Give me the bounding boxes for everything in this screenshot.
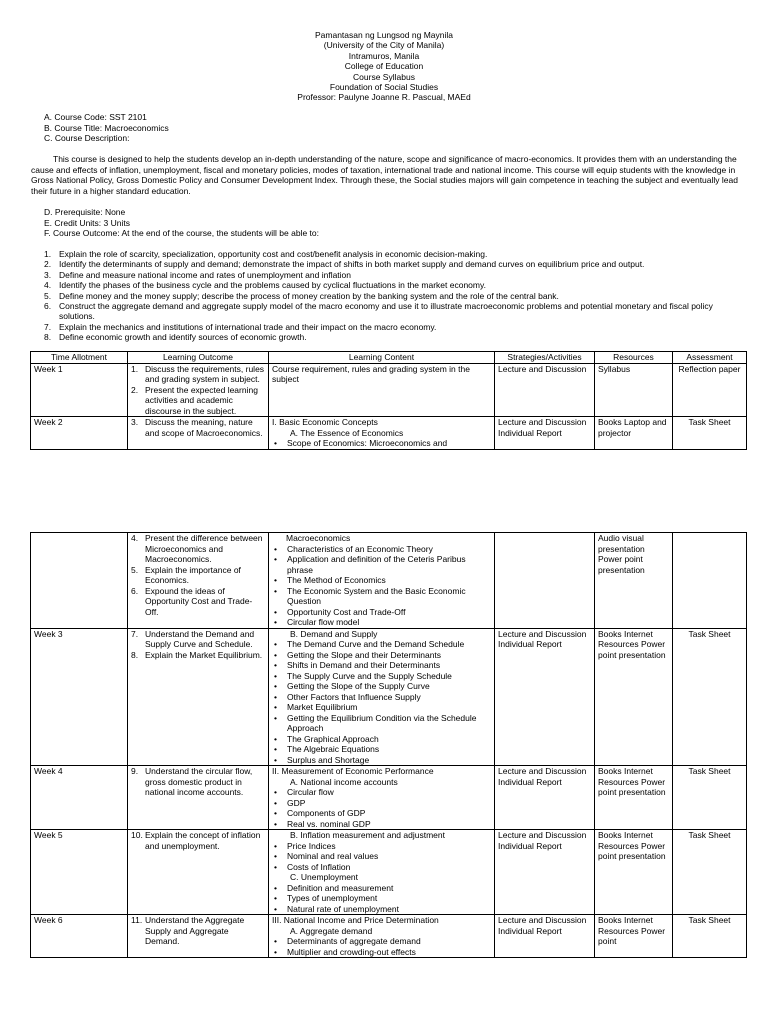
learning-outcome-item	[131, 364, 265, 385]
learning-content-cell	[269, 533, 495, 629]
learning-outcome-text: Present the expected learning activities and academic discourse in the subject.	[145, 384, 258, 416]
course-description: This course is designed to help the students develop an in-depth understanding of the nature, scope and significance of macro-economics. It provides them with an understanding the cause and effects of inflation, unemployment, fiscal and monetary policies, modes of taxation, international trade and national income. This course will equip students with the knowledge in Gross National Policy, Gross Domestic Policy and Consumer Development Index. Through these, the Social studies majors will gain competence in teaching the subject and eventually lead their future in a higher standard education.	[31, 154, 738, 196]
content-bullet-text: Application and definition of the Ceteris Paribus phrase	[287, 554, 466, 575]
bullet-icon: •	[274, 861, 277, 872]
subject-area: Foundation of Social Studies	[329, 82, 439, 93]
list-item	[44, 291, 734, 301]
content-bullet	[272, 936, 491, 947]
bullet-icon: •	[274, 936, 277, 946]
header-learning-content: Learning Content	[269, 352, 495, 364]
week-cell: Week 2	[31, 417, 128, 450]
content-bullet	[272, 639, 491, 650]
assessment-cell: Task Sheet	[673, 628, 747, 766]
list-item	[44, 332, 734, 342]
content-bullet	[272, 671, 491, 682]
assessment-cell: Task Sheet	[673, 417, 747, 450]
content-bullet	[272, 841, 491, 852]
table-row	[31, 533, 747, 629]
week-cell: Week 4	[31, 766, 128, 830]
content-bullet-text: Multiplier and crowding-out effects	[287, 946, 416, 957]
table-header-row	[31, 352, 747, 364]
content-bullet	[272, 544, 491, 555]
strategies-cell: Lecture and Discussion Individual Report	[495, 830, 595, 915]
strategies-cell: Lecture and Discussion Individual Report	[495, 915, 595, 958]
content-text: Course requirement, rules and grading system in the subject	[272, 363, 470, 384]
content-subheading: A. The Essence of Economics	[290, 427, 404, 438]
content-bullet	[272, 798, 491, 809]
list-item-number: 1.	[44, 249, 52, 259]
list-item-number: 4.	[44, 280, 52, 291]
content-bullet	[272, 575, 491, 586]
resources-cell: Syllabus	[595, 363, 673, 417]
content-bullet-text: Determinants of aggregate demand	[287, 936, 421, 946]
content-bullet-text: The Economic System and the Basic Economic Question	[287, 585, 466, 606]
strategies-cell: Lecture and Discussion Individual Report	[495, 766, 595, 830]
content-bullet	[272, 660, 491, 671]
learning-outcome-text: Present the difference between Microeconomics and Macroeconomics.	[145, 533, 263, 564]
learning-outcome-item	[131, 385, 265, 417]
list-item-text: Explain the role of scarcity, specialization, opportunity cost and cost/benefit analysis in economic decision-making.	[59, 249, 488, 259]
list-item	[44, 322, 734, 332]
content-subheading: C. Unemployment	[290, 872, 359, 882]
learning-outcome-cell	[128, 766, 269, 830]
bullet-icon: •	[274, 660, 277, 670]
bullet-icon: •	[274, 438, 277, 448]
content-bullet	[272, 947, 491, 958]
learning-outcome-item	[131, 830, 265, 851]
content-bullet	[272, 744, 491, 755]
content-bullet-text: Opportunity Cost and Trade-Off	[287, 606, 406, 617]
content-bullet-text: The Method of Economics	[287, 575, 386, 585]
course-title: B. Course Title: Macroeconomics	[44, 122, 169, 133]
course-outcomes-list	[44, 249, 734, 343]
list-item-text: Identify the determinants of supply and demand; demonstrate the impact of shifts in both market supply and demand curves on equilibrium price and output.	[59, 259, 645, 270]
content-bullet	[272, 808, 491, 819]
content-bullet-text: Circular flow model	[287, 617, 360, 627]
strategies-cell: Lecture and Discussion Individual Report	[495, 628, 595, 766]
learning-outcome-number: 1.	[131, 363, 139, 374]
content-bullet-text: The Algebraic Equations	[287, 744, 380, 754]
learning-outcome-item	[131, 915, 265, 947]
resources-cell: Books Laptop and projector	[595, 417, 673, 450]
course-info	[44, 112, 169, 144]
bullet-icon: •	[274, 681, 277, 691]
learning-outcome-item	[131, 766, 265, 798]
list-item-number: 5.	[44, 290, 52, 301]
course-info-2	[44, 207, 319, 239]
college-name: College of Education	[344, 61, 424, 72]
learning-content-cell	[269, 363, 495, 417]
course-code: A. Course Code: SST 2101	[44, 112, 147, 122]
professor-name: Professor: Paulyne Joanne R. Pascual, MAEd	[297, 92, 471, 103]
bullet-icon: •	[274, 787, 277, 797]
table-row	[31, 830, 747, 915]
content-bullet	[272, 617, 491, 628]
content-bullet-text: Costs of Inflation	[287, 861, 351, 872]
learning-outcome-number: 8.	[131, 649, 139, 660]
list-item-number: 7.	[44, 321, 52, 332]
content-bullet-text: Getting the Equilibrium Condition via the Schedule Approach	[287, 712, 477, 733]
table-row	[31, 915, 747, 958]
header-time-allotment: Time Allotment	[31, 352, 128, 364]
list-item-text: Define money and the money supply; describe the process of money creation by the banking system and the role of the central bank.	[59, 290, 559, 301]
table-row	[31, 766, 747, 830]
bullet-icon: •	[274, 733, 277, 744]
content-bullet-text: GDP	[287, 797, 306, 808]
learning-outcome-number: 2.	[131, 384, 139, 395]
content-bullet-text: Shifts in Demand and their Determinants	[287, 660, 441, 670]
list-item-text: Construct the aggregate demand and aggregate supply model of the macro economy and use it to illustrate macroeconomic problems and potential monetary and fiscal policy solutions.	[59, 301, 713, 322]
assessment-cell: Reflection paper	[673, 363, 747, 417]
bullet-icon: •	[274, 840, 277, 851]
learning-outcome-item	[131, 565, 265, 586]
bullet-icon: •	[274, 903, 277, 914]
learning-outcome-item	[131, 586, 265, 618]
content-bullet-text: Price Indices	[287, 840, 336, 851]
learning-outcome-cell	[128, 533, 269, 629]
learning-outcome-text: Discuss the requirements, rules and grading system in subject.	[145, 363, 265, 384]
resources-cell: Books Internet Resources Power point presentation	[595, 830, 673, 915]
content-bullet	[272, 787, 491, 798]
strategies-cell: Lecture and Discussion Individual Report	[495, 417, 595, 450]
syllabus-table-page2	[30, 532, 747, 958]
bullet-icon: •	[274, 946, 277, 957]
week-cell: Week 3	[31, 628, 128, 766]
week-cell: Week 1	[31, 363, 128, 417]
bullet-icon: •	[274, 585, 277, 596]
learning-outcome-text: Expound the ideas of Opportunity Cost and Trade-Off.	[145, 585, 253, 617]
learning-content-cell	[269, 628, 495, 766]
content-bullet-text: Definition and measurement	[287, 882, 394, 893]
content-bullet-text: Characteristics of an Economic Theory	[287, 543, 433, 554]
list-item-text: Explain the mechanics and institutions of international trade and their impact on the macro economy.	[59, 321, 437, 332]
learning-outcome-number: 7.	[131, 628, 139, 639]
learning-outcome-text: Explain the importance of Economics.	[145, 564, 241, 585]
university-english-name: (University of the City of Manila)	[323, 40, 445, 51]
week-cell: Week 6	[31, 915, 128, 958]
content-bullet-text: Nominal and real values	[287, 851, 379, 861]
content-heading: I. Basic Economic Concepts	[272, 417, 378, 427]
table-row	[31, 363, 747, 417]
content-bullet	[272, 755, 491, 766]
learning-content-cell	[269, 830, 495, 915]
learning-outcome-item	[131, 533, 265, 565]
content-bullet	[272, 681, 491, 692]
content-subheading: B. Demand and Supply	[290, 628, 378, 639]
strategies-cell	[495, 533, 595, 629]
week-cell	[31, 533, 128, 629]
learning-outcome-text: Understand the Demand and Supply Curve and Schedule.	[145, 628, 255, 649]
learning-outcome-number: 10.	[131, 830, 143, 840]
bullet-icon: •	[274, 744, 277, 754]
content-bullet-text: The Supply Curve and the Supply Schedule	[287, 670, 452, 681]
content-bullet	[272, 702, 491, 713]
bullet-icon: •	[274, 754, 277, 765]
learning-outcome-cell	[128, 830, 269, 915]
prerequisite: D. Prerequisite: None	[44, 207, 126, 217]
table-row	[31, 628, 747, 766]
learning-outcome-text: Explain the concept of inflation and unemployment.	[145, 830, 261, 851]
learning-outcome-item	[131, 650, 265, 661]
bullet-icon: •	[274, 818, 277, 829]
content-bullet	[272, 734, 491, 745]
resources-cell: Books Internet Resources Power point presentation	[595, 766, 673, 830]
learning-outcome-text: Understand the Aggregate Supply and Aggregate Demand.	[145, 915, 245, 946]
bullet-icon: •	[274, 670, 277, 681]
content-bullet-text: Scope of Economics: Microeconomics and	[287, 438, 448, 448]
learning-outcome-item	[131, 417, 265, 438]
content-bullet	[272, 904, 491, 915]
header-learning-outcome: Learning Outcome	[128, 352, 269, 364]
bullet-icon: •	[274, 893, 277, 903]
content-bullet	[272, 862, 491, 873]
content-bullet	[272, 650, 491, 661]
bullet-icon: •	[274, 797, 277, 808]
content-bullet	[272, 713, 491, 734]
content-heading: II. Measurement of Economic Performance	[272, 766, 434, 776]
bullet-icon: •	[274, 808, 277, 818]
content-bullet-text: Types of unemployment	[287, 893, 378, 903]
learning-outcome-number: 11.	[131, 915, 143, 925]
list-item-number: 6.	[44, 301, 52, 312]
resources-cell: Books Internet Resources Power point presentation	[595, 628, 673, 766]
header-resources: Resources	[595, 352, 673, 364]
course-description-label: C. Course Description:	[44, 133, 130, 144]
content-subheading: A. National income accounts	[290, 776, 398, 787]
learning-outcome-text: Discuss the meaning, nature and scope of Macroeconomics.	[145, 417, 263, 438]
bullet-icon: •	[274, 617, 277, 627]
content-bullet	[272, 438, 491, 449]
content-bullet-text: Getting the Slope and their Determinants	[287, 649, 442, 660]
list-item	[44, 280, 734, 290]
learning-outcome-cell	[128, 628, 269, 766]
university-name: Pamantasan ng Lungsod ng Maynila	[315, 30, 453, 40]
content-bullet	[272, 819, 491, 830]
content-continued: Macroeconomics	[286, 533, 351, 543]
bullet-icon: •	[274, 639, 277, 649]
content-bullet-text: Other Factors that Influence Supply	[287, 691, 421, 702]
learning-outcome-cell	[128, 363, 269, 417]
learning-content-cell	[269, 417, 495, 450]
bullet-icon: •	[274, 702, 277, 712]
learning-outcome-number: 9.	[131, 766, 139, 776]
bullet-icon: •	[274, 575, 277, 585]
content-bullet-text: Surplus and Shortage	[287, 754, 370, 765]
learning-content-cell	[269, 766, 495, 830]
bullet-icon: •	[274, 851, 277, 861]
learning-outcome-number: 3.	[131, 417, 139, 427]
content-bullet	[272, 554, 491, 575]
content-bullet	[272, 883, 491, 894]
list-item-number: 8.	[44, 332, 52, 343]
syllabus-header	[0, 30, 768, 103]
bullet-icon: •	[274, 649, 277, 660]
content-bullet	[272, 692, 491, 703]
learning-outcome-text: Explain the Market Equilibrium.	[145, 649, 263, 660]
content-subheading: A. Aggregate demand	[290, 925, 373, 936]
learning-outcome-number: 4.	[131, 533, 139, 543]
strategies-cell: Lecture and Discussion	[495, 363, 595, 417]
syllabus-table-page1	[30, 351, 747, 450]
header-assessment: Assessment	[673, 352, 747, 364]
learning-outcome-cell	[128, 915, 269, 958]
content-bullet-text: Natural rate of unemployment	[287, 903, 399, 914]
content-bullet-text: The Demand Curve and the Demand Schedule	[287, 639, 465, 649]
week-cell: Week 5	[31, 830, 128, 915]
credit-units: E. Credit Units: 3 Units	[44, 217, 130, 228]
list-item-text: Define economic growth and identify sources of economic growth.	[59, 332, 307, 343]
content-bullet-text: Circular flow	[287, 787, 334, 797]
learning-outcome-number: 5.	[131, 564, 139, 575]
resources-cell: Audio visual presentation Power point presentation	[595, 533, 673, 629]
assessment-cell: Task Sheet	[673, 830, 747, 915]
bullet-icon: •	[274, 606, 277, 617]
content-bullet	[272, 586, 491, 607]
content-bullet-text: Market Equilibrium	[287, 702, 358, 712]
list-item-text: Identify the phases of the business cycle and the problems caused by cyclical fluctuations in the market economy.	[59, 280, 486, 291]
learning-content-cell	[269, 915, 495, 958]
location: Intramuros, Manila	[348, 50, 420, 61]
list-item	[44, 301, 734, 322]
course-outcome-label: F. Course Outcome: At the end of the course, the students will be able to:	[44, 228, 319, 239]
list-item-text: Define and measure national income and rates of unemployment and inflation	[59, 269, 352, 280]
list-item-number: 2.	[44, 259, 52, 270]
learning-outcome-cell	[128, 417, 269, 450]
content-bullet-text: Components of GDP	[287, 808, 366, 818]
bullet-icon: •	[274, 882, 277, 893]
resources-cell: Books Internet Resources Power point	[595, 915, 673, 958]
content-bullet-text: Getting the Slope of the Supply Curve	[287, 681, 430, 691]
content-bullet-text: Real vs. nominal GDP	[287, 818, 371, 829]
list-item	[44, 259, 734, 269]
document-type: Course Syllabus	[353, 71, 415, 82]
list-item-number: 3.	[44, 269, 52, 280]
table-row	[31, 417, 747, 450]
bullet-icon: •	[274, 712, 277, 723]
content-heading: III. National Income and Price Determination	[272, 915, 439, 925]
learning-outcome-item	[131, 629, 265, 650]
learning-outcome-number: 6.	[131, 585, 139, 596]
bullet-icon: •	[274, 554, 277, 564]
list-item	[44, 270, 734, 280]
bullet-icon: •	[274, 543, 277, 554]
assessment-cell	[673, 533, 747, 629]
content-subheading: B. Inflation measurement and adjustment	[290, 830, 445, 840]
bullet-icon: •	[274, 691, 277, 702]
learning-outcome-text: Understand the circular flow, gross domestic product in national income accounts.	[145, 766, 253, 797]
list-item	[44, 249, 734, 259]
content-bullet	[272, 893, 491, 904]
header-strategies: Strategies/Activities	[495, 352, 595, 364]
content-bullet	[272, 851, 491, 862]
content-bullet-text: The Graphical Approach	[287, 733, 379, 744]
assessment-cell: Task Sheet	[673, 915, 747, 958]
content-bullet	[272, 607, 491, 618]
assessment-cell: Task Sheet	[673, 766, 747, 830]
